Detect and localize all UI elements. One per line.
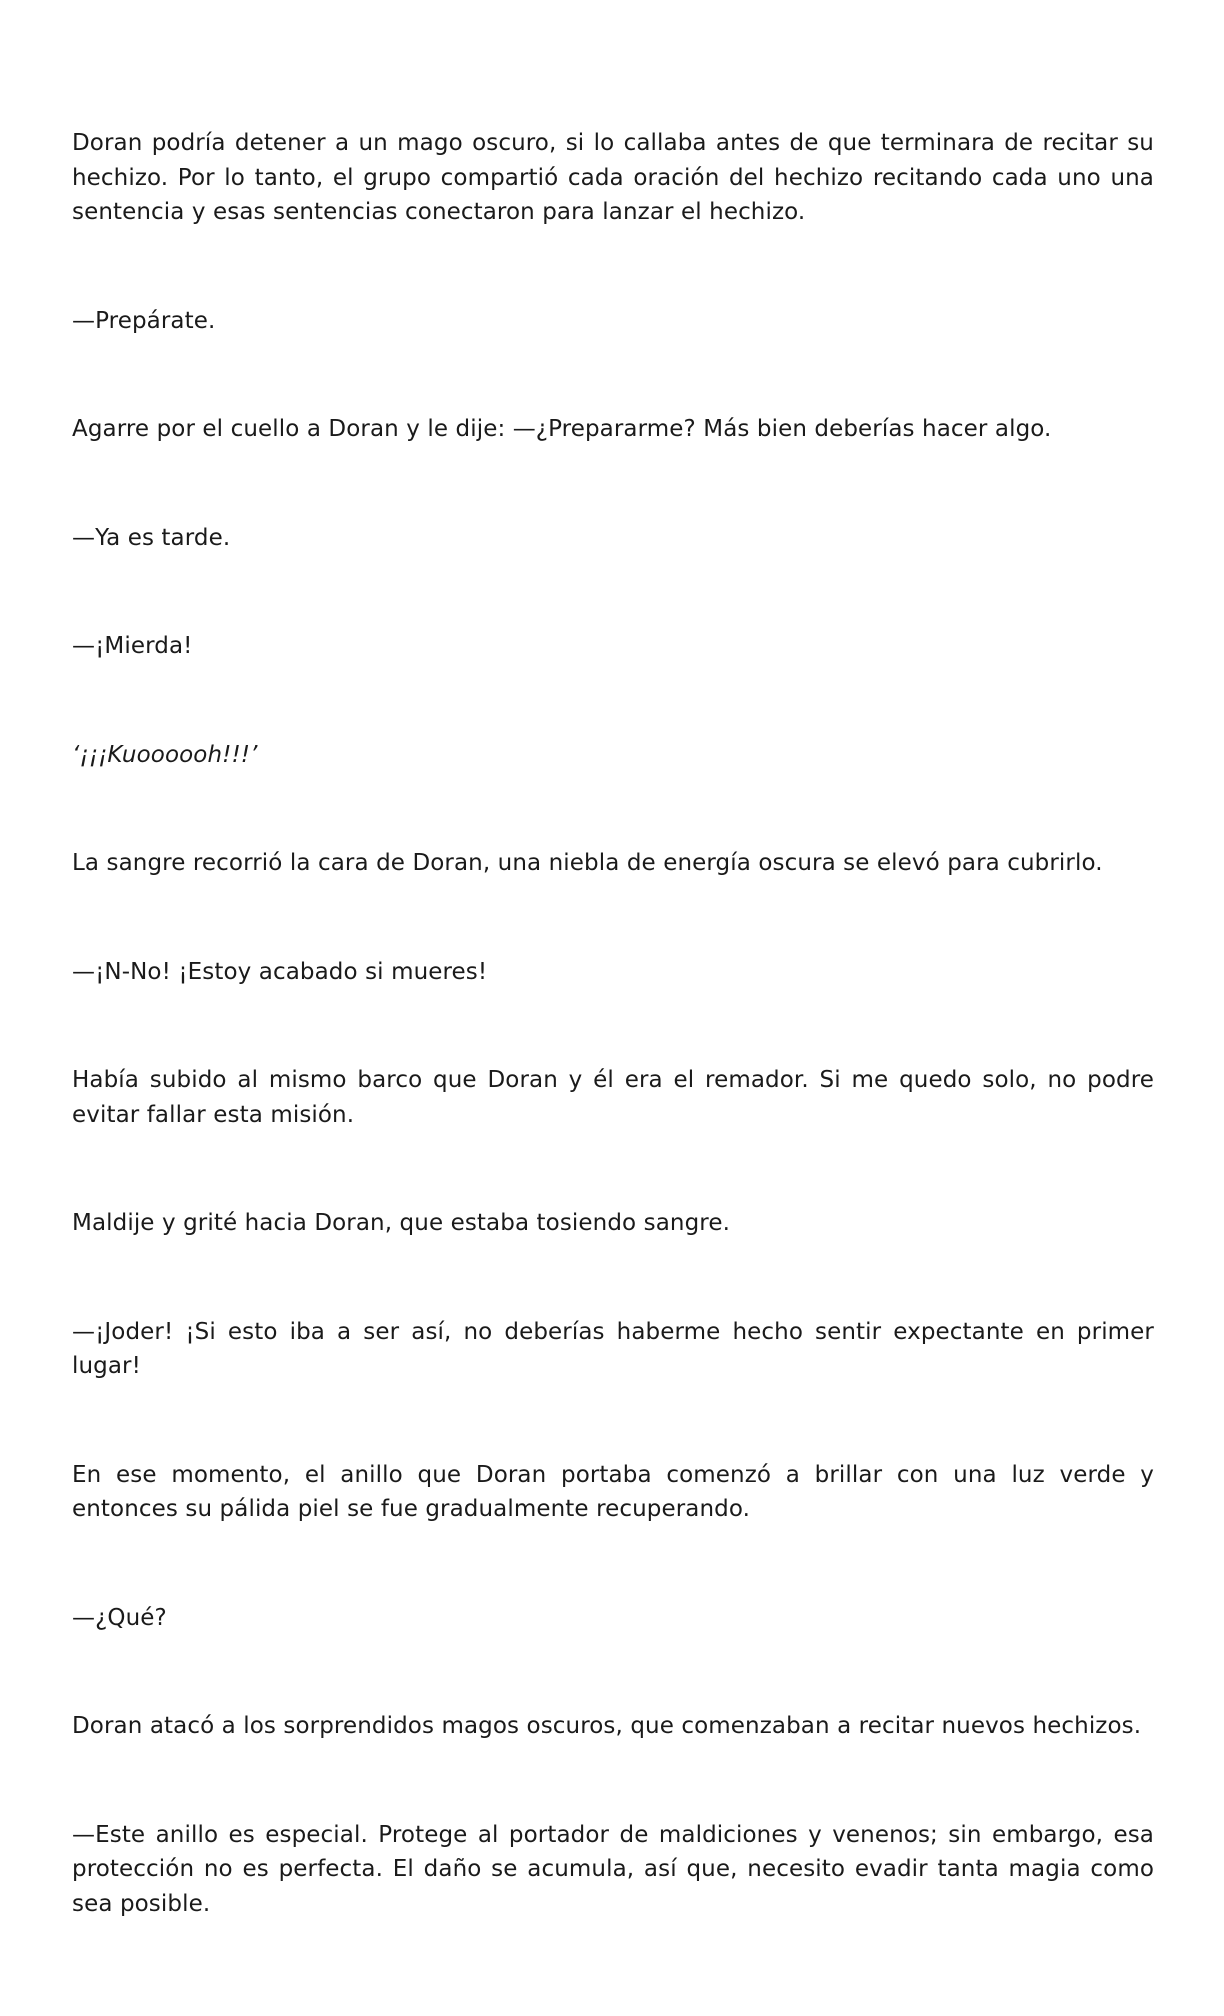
paragraph: —¡N-No! ¡Estoy acabado si mueres! [72,958,488,985]
paragraph: La sangre recorrió la cara de Doran, una niebla de energía oscura se elevó para cubrirlo. [72,850,1103,876]
paragraph: —Este anillo es especial. Protege al portador de maldiciones y venenos; sin embargo, esa protección no es perfecta. El daño se acumula, así que, necesito evadir tanta magia como sea posible. [72,1821,1154,1917]
document-page [72,126,1154,1995]
paragraph: Maldije y grité hacia Doran, que estaba tosiendo sangre. [72,1210,730,1236]
paragraph: —Prepárate. [72,307,216,334]
paragraph: Había subido al mismo barco que Doran y él era el remador. Si me quedo solo, no podre evitar fallar esta misión. [72,1067,1154,1128]
onomatopoeia-paragraph: ‘¡¡¡Kuoooooh!!!’ [72,741,258,768]
paragraph: —Ya es tarde. [72,524,231,551]
paragraph: En ese momento, el anillo que Doran portaba comenzó a brillar con una luz verde y entonces su pálida piel se fue gradualmente recuperando. [72,1461,1154,1522]
paragraph: Doran podría detener a un mago oscuro, si lo callaba antes de que terminara de recitar su hechizo. Por lo tanto, el grupo compartió cada oración del hechizo recitando cada uno una sentencia y esas sentencias conectaron para lanzar el hechizo. [72,130,1154,225]
paragraph: —¡Mierda! [72,633,193,659]
paragraph: —¿Qué? [72,1604,167,1631]
paragraph: —¡Joder! ¡Si esto iba a ser así, no deberías haberme hecho sentir expectante en primer lugar! [72,1318,1154,1379]
paragraph: Agarre por el cuello a Doran y le dije: —¿Prepararme? Más bien deberías hacer algo. [72,416,1052,442]
paragraph: Doran atacó a los sorprendidos magos oscuros, que comenzaban a recitar nuevos hechizos. [72,1713,1142,1739]
